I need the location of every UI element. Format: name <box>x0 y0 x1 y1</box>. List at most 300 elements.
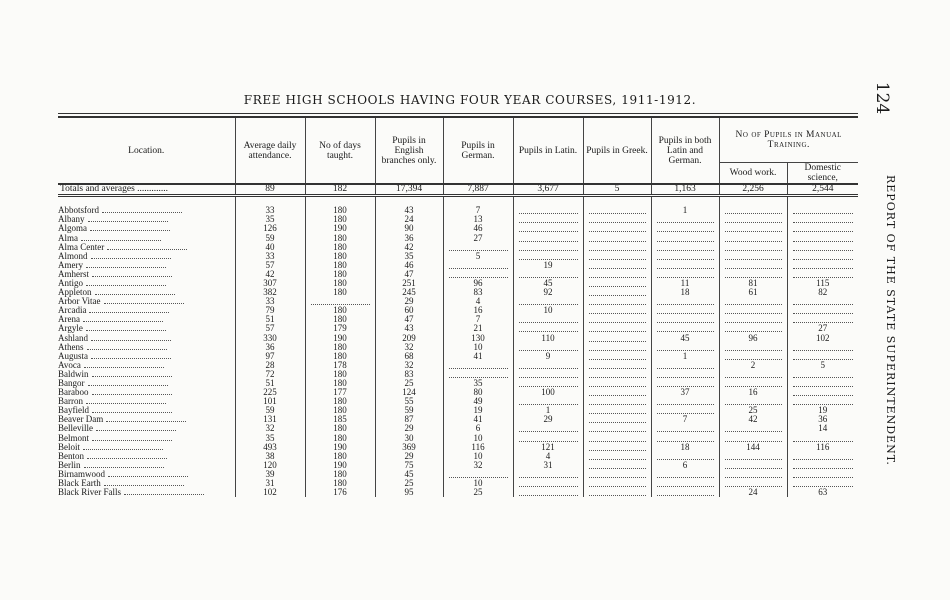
value-cell: 180 <box>305 352 375 361</box>
table-row <box>58 233 858 242</box>
value-cell: 40 <box>235 243 305 252</box>
empty-cell <box>583 324 651 333</box>
value-cell: 180 <box>305 215 375 224</box>
location-name: Bayfield <box>58 406 235 415</box>
value-cell: 180 <box>305 434 375 443</box>
value-cell: 19 <box>787 406 858 415</box>
empty-cell <box>583 388 651 397</box>
empty-cell <box>583 370 651 379</box>
value-cell: 307 <box>235 279 305 288</box>
value-cell: 124 <box>375 388 443 397</box>
value-cell: 95 <box>375 488 443 497</box>
empty-cell <box>651 406 719 415</box>
empty-cell <box>787 370 858 379</box>
value-cell: 102 <box>235 488 305 497</box>
empty-cell <box>651 379 719 388</box>
empty-cell <box>787 306 858 315</box>
empty-cell <box>583 352 651 361</box>
value-cell: 42 <box>719 415 787 424</box>
location-name: Amery <box>58 261 235 270</box>
empty-cell <box>583 252 651 261</box>
empty-cell <box>583 452 651 461</box>
value-cell: 190 <box>305 334 375 343</box>
side-note: REPORT OF THE STATE SUPERINTENDENT. <box>884 175 897 466</box>
header-days: No of days taught. <box>305 118 375 184</box>
value-cell: 1 <box>651 206 719 215</box>
value-cell: 120 <box>235 461 305 470</box>
value-cell: 2 <box>719 361 787 370</box>
location-name: Amherst <box>58 270 235 279</box>
value-cell: 92 <box>513 288 583 297</box>
empty-cell <box>787 252 858 261</box>
empty-cell <box>513 470 583 479</box>
value-cell: 32 <box>375 343 443 352</box>
location-name: Alma Center <box>58 243 235 252</box>
table-row <box>58 470 858 479</box>
value-cell: 41 <box>443 415 513 424</box>
value-cell: 47 <box>375 315 443 324</box>
empty-cell <box>513 324 583 333</box>
header-latin: Pupils in Latin. <box>513 118 583 184</box>
value-cell: 101 <box>235 397 305 406</box>
value-cell: 10 <box>443 343 513 352</box>
value-cell: 29 <box>375 424 443 433</box>
empty-cell <box>513 224 583 233</box>
table-row <box>58 261 858 270</box>
value-cell: 7 <box>651 415 719 424</box>
value-cell: 178 <box>305 361 375 370</box>
empty-cell <box>513 424 583 433</box>
value-cell: 45 <box>651 334 719 343</box>
empty-cell <box>719 452 787 461</box>
empty-cell <box>787 479 858 488</box>
value-cell: 27 <box>787 324 858 333</box>
table-row <box>58 379 858 388</box>
value-cell: 79 <box>235 306 305 315</box>
empty-cell <box>787 215 858 224</box>
empty-cell <box>719 252 787 261</box>
empty-cell <box>513 370 583 379</box>
location-name: Almond <box>58 252 235 261</box>
page-number: 124 <box>872 81 893 115</box>
value-cell: 180 <box>305 279 375 288</box>
value-cell: 55 <box>375 397 443 406</box>
value-cell: 36 <box>787 415 858 424</box>
value-cell: 180 <box>305 315 375 324</box>
value-cell: 33 <box>235 297 305 306</box>
empty-cell <box>651 270 719 279</box>
value-cell: 46 <box>443 224 513 233</box>
location-name: Alma <box>58 233 235 242</box>
empty-cell <box>513 252 583 261</box>
value-cell: 25 <box>443 488 513 497</box>
empty-cell <box>787 224 858 233</box>
value-cell: 30 <box>375 434 443 443</box>
empty-cell <box>513 270 583 279</box>
value-cell: 10 <box>513 306 583 315</box>
empty-cell <box>443 261 513 270</box>
header-latin-german: Pupils in both Latin and German. <box>651 118 719 184</box>
value-cell: 180 <box>305 343 375 352</box>
empty-cell <box>787 388 858 397</box>
value-cell: 5 <box>443 252 513 261</box>
empty-cell <box>583 243 651 252</box>
value-cell: 37 <box>651 388 719 397</box>
value-cell: 131 <box>235 415 305 424</box>
table-row <box>58 243 858 252</box>
empty-cell <box>787 315 858 324</box>
table-row <box>58 479 858 488</box>
table-row <box>58 215 858 224</box>
table-row <box>58 315 858 324</box>
value-cell: 13 <box>443 215 513 224</box>
table-row <box>58 488 858 497</box>
value-cell: 1 <box>513 406 583 415</box>
empty-cell <box>583 470 651 479</box>
value-cell: 10 <box>443 452 513 461</box>
value-cell: 180 <box>305 233 375 242</box>
value-cell: 18 <box>651 288 719 297</box>
page-title: FREE HIGH SCHOOLS HAVING FOUR YEAR COURSES, 1911-1912. <box>243 93 697 107</box>
empty-cell <box>513 343 583 352</box>
value-cell: 63 <box>787 488 858 497</box>
value-cell: 180 <box>305 406 375 415</box>
empty-cell <box>719 370 787 379</box>
empty-cell <box>651 370 719 379</box>
value-cell: 180 <box>305 424 375 433</box>
value-cell: 180 <box>305 288 375 297</box>
table-row <box>58 343 858 352</box>
table-row <box>58 443 858 452</box>
location-name: Belleville <box>58 424 235 433</box>
value-cell: 82 <box>787 288 858 297</box>
location-name: Appleton <box>58 288 235 297</box>
table-row <box>58 461 858 470</box>
empty-cell <box>513 379 583 388</box>
value-cell: 25 <box>719 406 787 415</box>
value-cell: 1 <box>651 352 719 361</box>
empty-cell <box>651 470 719 479</box>
value-cell: 42 <box>375 243 443 252</box>
value-cell: 180 <box>305 306 375 315</box>
empty-cell <box>719 343 787 352</box>
empty-cell <box>787 243 858 252</box>
empty-cell <box>583 397 651 406</box>
empty-cell <box>583 297 651 306</box>
empty-cell <box>719 397 787 406</box>
value-cell: 180 <box>305 479 375 488</box>
location-name: Beloit <box>58 443 235 452</box>
empty-cell <box>513 243 583 252</box>
total-cell: 182 <box>305 184 375 196</box>
empty-cell <box>787 206 858 215</box>
empty-cell <box>719 270 787 279</box>
empty-cell <box>443 361 513 370</box>
empty-cell <box>583 488 651 497</box>
empty-cell <box>651 261 719 270</box>
value-cell: 180 <box>305 252 375 261</box>
empty-cell <box>719 243 787 252</box>
value-cell: 29 <box>375 452 443 461</box>
table-row <box>58 361 858 370</box>
empty-cell <box>583 361 651 370</box>
empty-cell <box>443 243 513 252</box>
total-cell: 1,163 <box>651 184 719 196</box>
location-name: Barron <box>58 397 235 406</box>
empty-cell <box>787 452 858 461</box>
value-cell: 116 <box>443 443 513 452</box>
value-cell: 330 <box>235 334 305 343</box>
table-row <box>58 370 858 379</box>
location-name: Belmont <box>58 434 235 443</box>
value-cell: 180 <box>305 452 375 461</box>
location-name: Berlin <box>58 461 235 470</box>
empty-cell <box>583 233 651 242</box>
top-rule <box>58 113 858 114</box>
value-cell: 29 <box>513 415 583 424</box>
value-cell: 180 <box>305 243 375 252</box>
empty-cell <box>583 343 651 352</box>
value-cell: 180 <box>305 370 375 379</box>
value-cell: 46 <box>375 261 443 270</box>
empty-cell <box>719 352 787 361</box>
value-cell: 382 <box>235 288 305 297</box>
header-manual-training: No of Pupils in Manual Training. <box>719 118 858 163</box>
value-cell: 25 <box>375 479 443 488</box>
totals-label: Totals and averages ............. <box>58 184 235 196</box>
value-cell: 245 <box>375 288 443 297</box>
value-cell: 493 <box>235 443 305 452</box>
statistics-table <box>58 118 858 497</box>
value-cell: 369 <box>375 443 443 452</box>
empty-cell <box>651 233 719 242</box>
empty-cell <box>443 470 513 479</box>
value-cell: 80 <box>443 388 513 397</box>
value-cell: 180 <box>305 261 375 270</box>
empty-cell <box>719 224 787 233</box>
empty-cell <box>651 306 719 315</box>
empty-cell <box>651 434 719 443</box>
location-name: Ashland <box>58 334 235 343</box>
location-name: Benton <box>58 452 235 461</box>
value-cell: 42 <box>235 270 305 279</box>
empty-cell <box>443 370 513 379</box>
value-cell: 121 <box>513 443 583 452</box>
empty-cell <box>583 206 651 215</box>
value-cell: 90 <box>375 224 443 233</box>
empty-cell <box>651 361 719 370</box>
value-cell: 27 <box>443 233 513 242</box>
value-cell: 31 <box>235 479 305 488</box>
empty-cell <box>787 434 858 443</box>
value-cell: 61 <box>719 288 787 297</box>
value-cell: 190 <box>305 224 375 233</box>
value-cell: 32 <box>235 424 305 433</box>
value-cell: 6 <box>443 424 513 433</box>
table-row <box>58 288 858 297</box>
table-row <box>58 306 858 315</box>
table-row <box>58 415 858 424</box>
value-cell: 51 <box>235 315 305 324</box>
empty-cell <box>513 488 583 497</box>
location-name: Augusta <box>58 352 235 361</box>
empty-cell <box>583 215 651 224</box>
value-cell: 83 <box>375 370 443 379</box>
table-row <box>58 406 858 415</box>
empty-cell <box>719 479 787 488</box>
value-cell: 4 <box>443 297 513 306</box>
value-cell: 81 <box>719 279 787 288</box>
value-cell: 16 <box>719 388 787 397</box>
empty-cell <box>583 288 651 297</box>
value-cell: 179 <box>305 324 375 333</box>
value-cell: 9 <box>513 352 583 361</box>
empty-cell <box>787 270 858 279</box>
value-cell: 47 <box>375 270 443 279</box>
empty-cell <box>719 434 787 443</box>
location-name: Black Earth <box>58 479 235 488</box>
value-cell: 126 <box>235 224 305 233</box>
empty-cell <box>513 434 583 443</box>
value-cell: 180 <box>305 379 375 388</box>
empty-cell <box>513 361 583 370</box>
empty-cell <box>651 224 719 233</box>
empty-cell <box>651 452 719 461</box>
empty-cell <box>583 306 651 315</box>
empty-cell <box>651 315 719 324</box>
value-cell: 35 <box>235 434 305 443</box>
value-cell: 35 <box>375 252 443 261</box>
empty-cell <box>651 488 719 497</box>
empty-cell <box>787 297 858 306</box>
total-cell: 5 <box>583 184 651 196</box>
value-cell: 59 <box>235 233 305 242</box>
value-cell: 75 <box>375 461 443 470</box>
empty-cell <box>583 261 651 270</box>
value-cell: 5 <box>787 361 858 370</box>
value-cell: 59 <box>375 406 443 415</box>
totals-row <box>58 184 858 196</box>
table-row <box>58 279 858 288</box>
value-cell: 45 <box>375 470 443 479</box>
empty-cell <box>651 252 719 261</box>
value-cell: 96 <box>443 279 513 288</box>
value-cell: 102 <box>787 334 858 343</box>
empty-cell <box>719 324 787 333</box>
header-location: Location. <box>58 118 235 184</box>
value-cell: 115 <box>787 279 858 288</box>
table-row <box>58 452 858 461</box>
value-cell: 185 <box>305 415 375 424</box>
value-cell: 225 <box>235 388 305 397</box>
total-cell: 7,887 <box>443 184 513 196</box>
value-cell: 100 <box>513 388 583 397</box>
location-name: Athens <box>58 343 235 352</box>
empty-cell <box>719 261 787 270</box>
location-name: Abbotsford <box>58 206 235 215</box>
value-cell: 130 <box>443 334 513 343</box>
value-cell: 24 <box>375 215 443 224</box>
header-domestic: Domestic science, <box>787 163 858 185</box>
empty-cell <box>513 233 583 242</box>
empty-cell <box>651 297 719 306</box>
value-cell: 177 <box>305 388 375 397</box>
empty-cell <box>651 343 719 352</box>
value-cell: 41 <box>443 352 513 361</box>
value-cell: 49 <box>443 397 513 406</box>
empty-cell <box>787 379 858 388</box>
empty-cell <box>719 297 787 306</box>
empty-cell <box>719 233 787 242</box>
empty-cell <box>583 479 651 488</box>
value-cell: 57 <box>235 261 305 270</box>
location-name: Birnamwood <box>58 470 235 479</box>
empty-cell <box>583 270 651 279</box>
total-cell: 3,677 <box>513 184 583 196</box>
value-cell: 35 <box>235 215 305 224</box>
location-name: Arena <box>58 315 235 324</box>
location-name: Arcadia <box>58 306 235 315</box>
table-row <box>58 352 858 361</box>
location-name: Bangor <box>58 379 235 388</box>
value-cell: 43 <box>375 206 443 215</box>
total-cell: 2,256 <box>719 184 787 196</box>
empty-cell <box>513 315 583 324</box>
table-row <box>58 334 858 343</box>
empty-cell <box>513 297 583 306</box>
empty-cell <box>787 470 858 479</box>
value-cell: 83 <box>443 288 513 297</box>
value-cell: 29 <box>375 297 443 306</box>
value-cell: 180 <box>305 206 375 215</box>
value-cell: 68 <box>375 352 443 361</box>
empty-cell <box>651 324 719 333</box>
value-cell: 180 <box>305 470 375 479</box>
empty-cell <box>305 297 375 306</box>
table-row <box>58 224 858 233</box>
empty-cell <box>513 479 583 488</box>
value-cell: 10 <box>443 479 513 488</box>
empty-cell <box>583 424 651 433</box>
value-cell: 43 <box>375 324 443 333</box>
table-row <box>58 434 858 443</box>
value-cell: 4 <box>513 452 583 461</box>
value-cell: 21 <box>443 324 513 333</box>
location-name: Arbor Vitae <box>58 297 235 306</box>
value-cell: 190 <box>305 443 375 452</box>
value-cell: 144 <box>719 443 787 452</box>
table-row <box>58 324 858 333</box>
value-cell: 31 <box>513 461 583 470</box>
empty-cell <box>651 397 719 406</box>
empty-cell <box>719 306 787 315</box>
empty-cell <box>787 261 858 270</box>
value-cell: 18 <box>651 443 719 452</box>
value-cell: 24 <box>719 488 787 497</box>
empty-cell <box>651 424 719 433</box>
value-cell: 7 <box>443 206 513 215</box>
empty-cell <box>787 343 858 352</box>
value-cell: 251 <box>375 279 443 288</box>
empty-cell <box>719 206 787 215</box>
value-cell: 19 <box>513 261 583 270</box>
value-cell: 38 <box>235 452 305 461</box>
value-cell: 39 <box>235 470 305 479</box>
header-attendance: Average daily attendance. <box>235 118 305 184</box>
table-row <box>58 424 858 433</box>
value-cell: 110 <box>513 334 583 343</box>
value-cell: 14 <box>787 424 858 433</box>
